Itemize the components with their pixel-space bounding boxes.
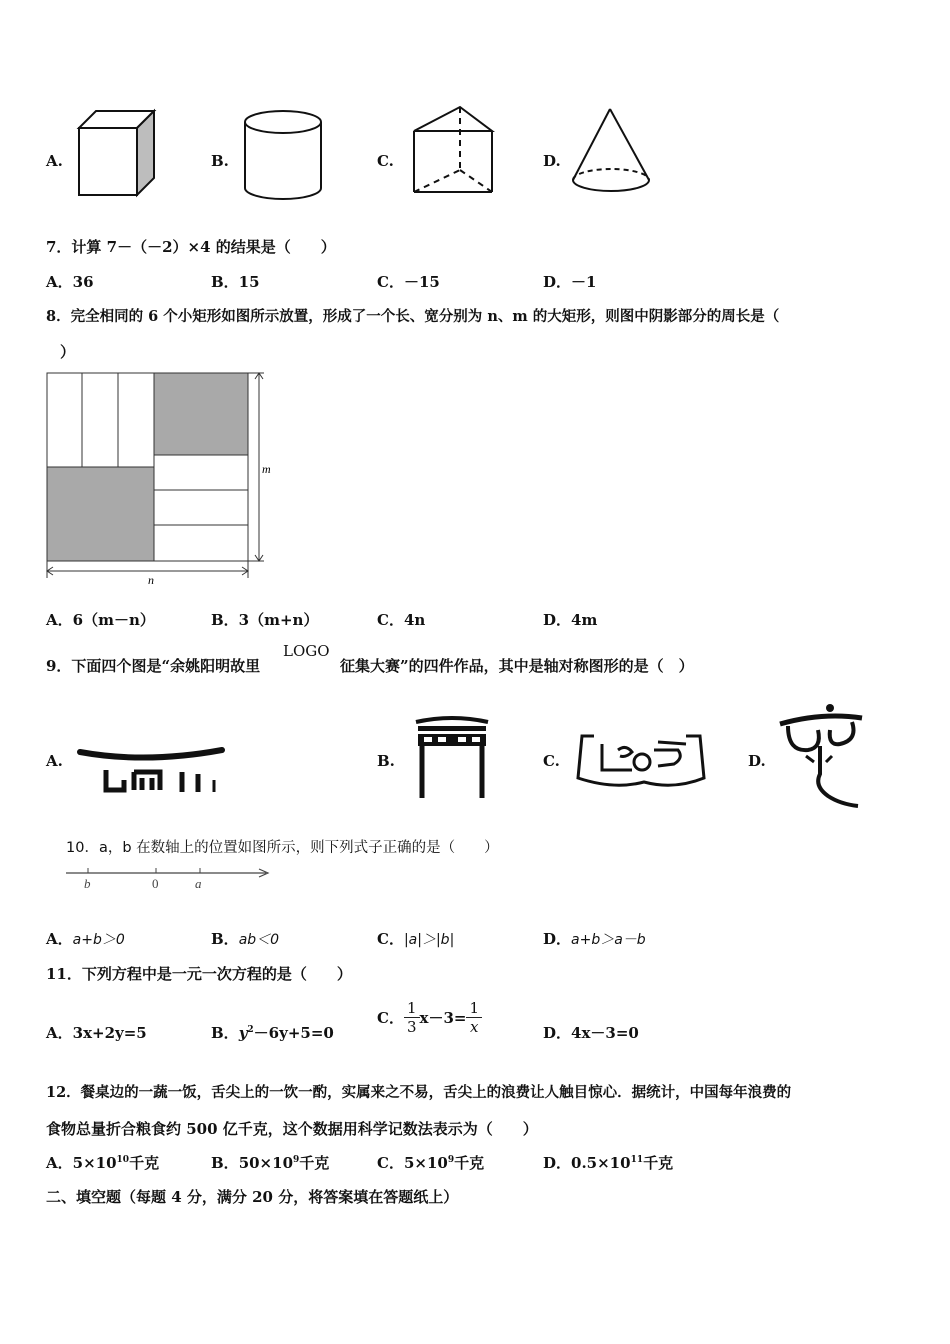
q6-option-d-label: D. <box>543 152 561 170</box>
q6-option-c-label: C. <box>377 152 394 170</box>
q8-option-d[interactable]: D．4m <box>543 611 598 629</box>
q9-option-c-label[interactable]: C. <box>543 752 560 770</box>
q10-option-d-label: D． <box>543 930 572 948</box>
q10-option-a[interactable] <box>46 928 125 949</box>
q11-option-c-label: C． <box>377 1009 404 1027</box>
q7-option-a[interactable]: A．36 <box>46 273 94 291</box>
q9-option-d-label[interactable]: D. <box>748 752 766 770</box>
logo-d-figure <box>778 700 864 812</box>
q12-option-a[interactable]: A．$5\times 10^{10}$千克 <box>46 1154 160 1172</box>
q11-option-d[interactable]: D．4x－3=0 <box>543 1024 639 1042</box>
q7-option-c[interactable]: C．－15 <box>377 273 440 291</box>
q8-question-text: 8．完全相同的 6 个小矩形如图所示放置，形成了一个长、宽分别为 n、m 的大矩形，则图中阴影部分的周长是（ <box>46 308 780 325</box>
logo-a-figure <box>76 744 226 799</box>
q9-logo-word: LOGO <box>283 642 330 660</box>
q8-option-a[interactable]: A．6（m－n） <box>46 611 155 629</box>
label-m: m <box>262 462 271 476</box>
fraction-one-third: $\frac{1}{3}$ <box>404 999 420 1036</box>
q11-option-c[interactable] <box>377 999 482 1036</box>
q10-option-a-expr: a+b＞0 <box>72 932 125 948</box>
q10-option-d[interactable] <box>543 928 646 949</box>
q12-option-c[interactable]: C．$5\times 10^9$千克 <box>377 1154 485 1172</box>
cylinder-figure <box>242 108 326 203</box>
q8-option-c[interactable]: C．4n <box>377 611 426 629</box>
q7-question-text: 7．计算 7－（－2）×4 的结果是（ ） <box>46 238 336 256</box>
logo-c-figure <box>574 728 710 794</box>
q8-question-text-cont: ） <box>60 343 76 361</box>
fraction-one-over-x: $\frac{1}{x}$ <box>466 999 482 1036</box>
axis-a-label: a <box>195 876 202 891</box>
q9-question-text-part2: 征集大赛”的四件作品，其中是轴对称图形的是（ ） <box>340 657 694 675</box>
q12-option-d[interactable]: D．$0.5\times 10^{11}$千克 <box>543 1154 674 1172</box>
q10-option-b[interactable] <box>211 928 279 949</box>
logo-b-figure <box>414 716 490 800</box>
section-2-heading: 二、填空题（每题 4 分，满分 20 分，将答案填在答题纸上） <box>46 1188 459 1206</box>
q11-option-b-var: y <box>238 1024 248 1042</box>
axis-b-label: b <box>84 876 91 891</box>
q8-option-b[interactable]: B．3（m+n） <box>211 611 319 629</box>
rectangle-arrangement-figure <box>44 370 284 588</box>
q11-option-c-mid: x－3= <box>419 1009 467 1027</box>
q10-question-text: 10．a，b 在数轴上的位置如图所示，则下列式子正确的是（ ） <box>66 840 499 856</box>
q10-option-b-expr: ab＜0 <box>238 932 280 948</box>
q11-option-b-rest: －6y+5=0 <box>253 1024 334 1042</box>
q12-question-line2: 食物总量折合粮食约 500 亿千克，这个数据用科学记数法表示为（ ） <box>46 1120 538 1138</box>
cone-figure <box>570 106 654 196</box>
q10-option-c[interactable] <box>377 928 454 949</box>
q7-option-b[interactable]: B．15 <box>211 273 260 291</box>
triangular-prism-figure <box>410 104 494 196</box>
q10-option-a-label: A． <box>46 930 73 948</box>
axis-zero-label: 0 <box>152 876 159 891</box>
label-n: n <box>148 573 154 587</box>
q11-option-b[interactable] <box>211 1022 334 1043</box>
q11-option-b-label: B． <box>211 1024 239 1042</box>
q10-option-b-label: B． <box>211 930 239 948</box>
q12-option-b[interactable]: B．$50\times 10^9$千克 <box>211 1154 330 1172</box>
cube-figure <box>76 108 158 200</box>
q9-question-text-part1: 9．下面四个图是“余姚阳明故里 <box>46 657 261 675</box>
q9-option-a-label[interactable]: A. <box>46 752 63 770</box>
q9-option-b-label[interactable]: B. <box>377 752 395 770</box>
q7-option-d[interactable]: D．－1 <box>543 273 597 291</box>
q11-option-b-exp: 2 <box>247 1025 254 1035</box>
q6-option-a-label: A. <box>46 152 63 170</box>
q11-option-a[interactable]: A．3x+2y=5 <box>46 1024 147 1042</box>
q10-option-d-expr: a+b＞a－b <box>571 932 646 948</box>
q6-option-b-label: B. <box>211 152 229 170</box>
q10-option-c-expr: |a|＞|b| <box>403 932 455 948</box>
q11-question-text: 11．下列方程中是一元一次方程的是（ ） <box>46 965 352 983</box>
q12-question-line1: 12．餐桌边的一蔬一饭，舌尖上的一饮一酌，实属来之不易，舌尖上的浪费让人触目惊心．据统计，中国每年浪费的 <box>46 1084 792 1101</box>
number-line-figure <box>66 863 276 893</box>
q10-option-c-label: C． <box>377 930 404 948</box>
